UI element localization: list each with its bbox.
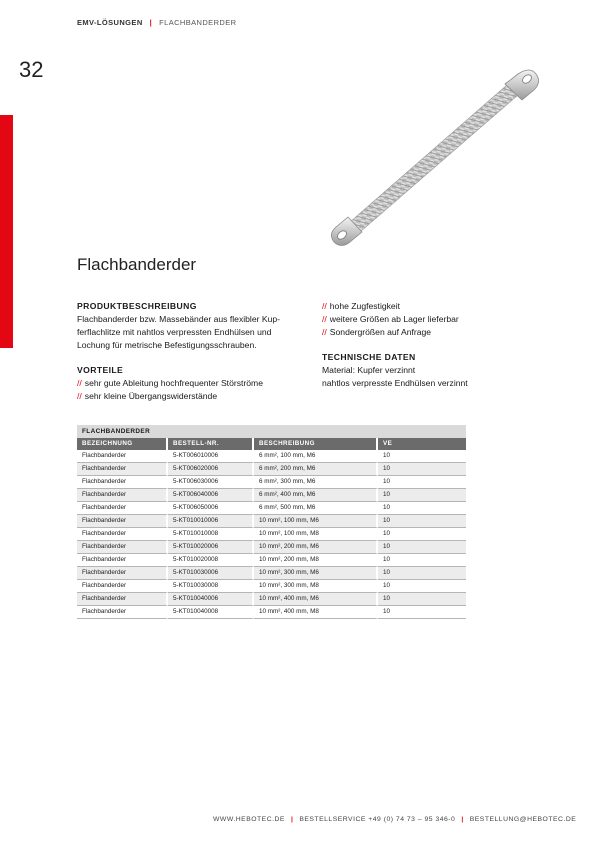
header-category: EMV-LÖSUNGEN [77, 18, 143, 27]
table-caption: FLACHBANDERDER [77, 425, 466, 438]
vorteile-item: // sehr gute Ableitung hochfrequenter Störströme [77, 378, 263, 388]
table-row: Flachbanderder 5-KT010030008 10 mm², 300 mm, M8 10 [77, 580, 466, 593]
header-subcategory: FLACHBANDERDER [159, 18, 237, 27]
page-footer [213, 816, 576, 823]
bullet-marker: // [77, 391, 82, 401]
header-separator: | [149, 18, 153, 27]
table-row: Flachbanderder 5-KT006050006 6 mm², 500 mm, M6 10 [77, 502, 466, 515]
technische-daten-heading: TECHNISCHE DATEN [322, 352, 416, 362]
produktbeschreibung-heading: PRODUKTBESCHREIBUNG [77, 301, 197, 311]
vorteile-heading: VORTEILE [77, 365, 124, 375]
footer-email-link[interactable]: BESTELLUNG@HEBOTEC.DE [469, 816, 577, 823]
footer-separator: | [461, 816, 464, 823]
produktbeschreibung-line: Lochung für metrische Befestigungsschrauben. [77, 340, 257, 350]
bullet-marker: // [77, 378, 82, 388]
table-row: Flachbanderder 5-KT010010006 10 mm², 100 mm, M6 10 [77, 515, 466, 528]
produktbeschreibung-line: ferflachlitze mit nahtlos verpressten Endhülsen und [77, 327, 272, 337]
table-row: Flachbanderder 5-KT006030006 6 mm², 300 mm, M6 10 [77, 476, 466, 489]
technische-daten-line: nahtlos verpresste Endhülsen verzinnt [322, 378, 468, 388]
bullet-marker: // [322, 301, 327, 311]
bullet-marker: // [322, 314, 327, 324]
column-header-beschreibung: BESCHREIBUNG [254, 438, 378, 450]
page-title: Flachbanderder [77, 255, 197, 274]
table-header-row [77, 438, 466, 450]
table-row: Flachbanderder 5-KT010020006 10 mm², 200 mm, M6 10 [77, 541, 466, 554]
table-row: Flachbanderder 5-KT010030006 10 mm², 300 mm, M6 10 [77, 567, 466, 580]
column-header-bezeichnung: BEZEICHNUNG [77, 438, 168, 450]
feature-item: // Sondergrößen auf Anfrage [322, 327, 432, 337]
table-row: Flachbanderder 5-KT010040006 10 mm², 400 mm, M6 10 [77, 593, 466, 606]
table-row: Flachbanderder 5-KT006020006 6 mm², 200 mm, M6 10 [77, 463, 466, 476]
accent-bar [0, 115, 13, 348]
strap-braid [350, 84, 518, 232]
footer-service-phone[interactable]: BESTELLSERVICE +49 (0) 74 73 – 95 346-0 [299, 816, 456, 823]
page-header [77, 18, 236, 27]
table-row: Flachbanderder 5-KT010040008 10 mm², 400 mm, M8 10 [77, 606, 466, 619]
table-row: Flachbanderder 5-KT010020008 10 mm², 200 mm, M8 10 [77, 554, 466, 567]
right-column [322, 300, 552, 390]
produktbeschreibung-line: Flachbanderder bzw. Massebänder aus flexibler Kup- [77, 314, 281, 324]
left-column [77, 300, 307, 403]
table-row: Flachbanderder 5-KT010010008 10 mm², 100 mm, M8 10 [77, 528, 466, 541]
bullet-marker: // [322, 327, 327, 337]
column-header-bestell-nr: BESTELL-NR. [168, 438, 254, 450]
column-header-ve: VE [378, 438, 466, 450]
table-row: Flachbanderder 5-KT006010006 6 mm², 100 mm, M6 10 [77, 450, 466, 463]
flat-ground-strap-image [322, 62, 542, 250]
feature-item: // hohe Zugfestigkeit [322, 301, 401, 311]
table-row: Flachbanderder 5-KT006040006 6 mm², 400 mm, M6 10 [77, 489, 466, 502]
vorteile-item: // sehr kleine Übergangswiderstände [77, 391, 218, 401]
technische-daten-line: Material: Kupfer verzinnt [322, 365, 416, 375]
product-table [77, 425, 466, 619]
footer-website-link[interactable]: WWW.HEBOTEC.DE [213, 816, 285, 823]
page-number: 32 [19, 57, 44, 82]
feature-item: // weitere Größen ab Lager lieferbar [322, 314, 459, 324]
footer-separator: | [290, 816, 294, 823]
